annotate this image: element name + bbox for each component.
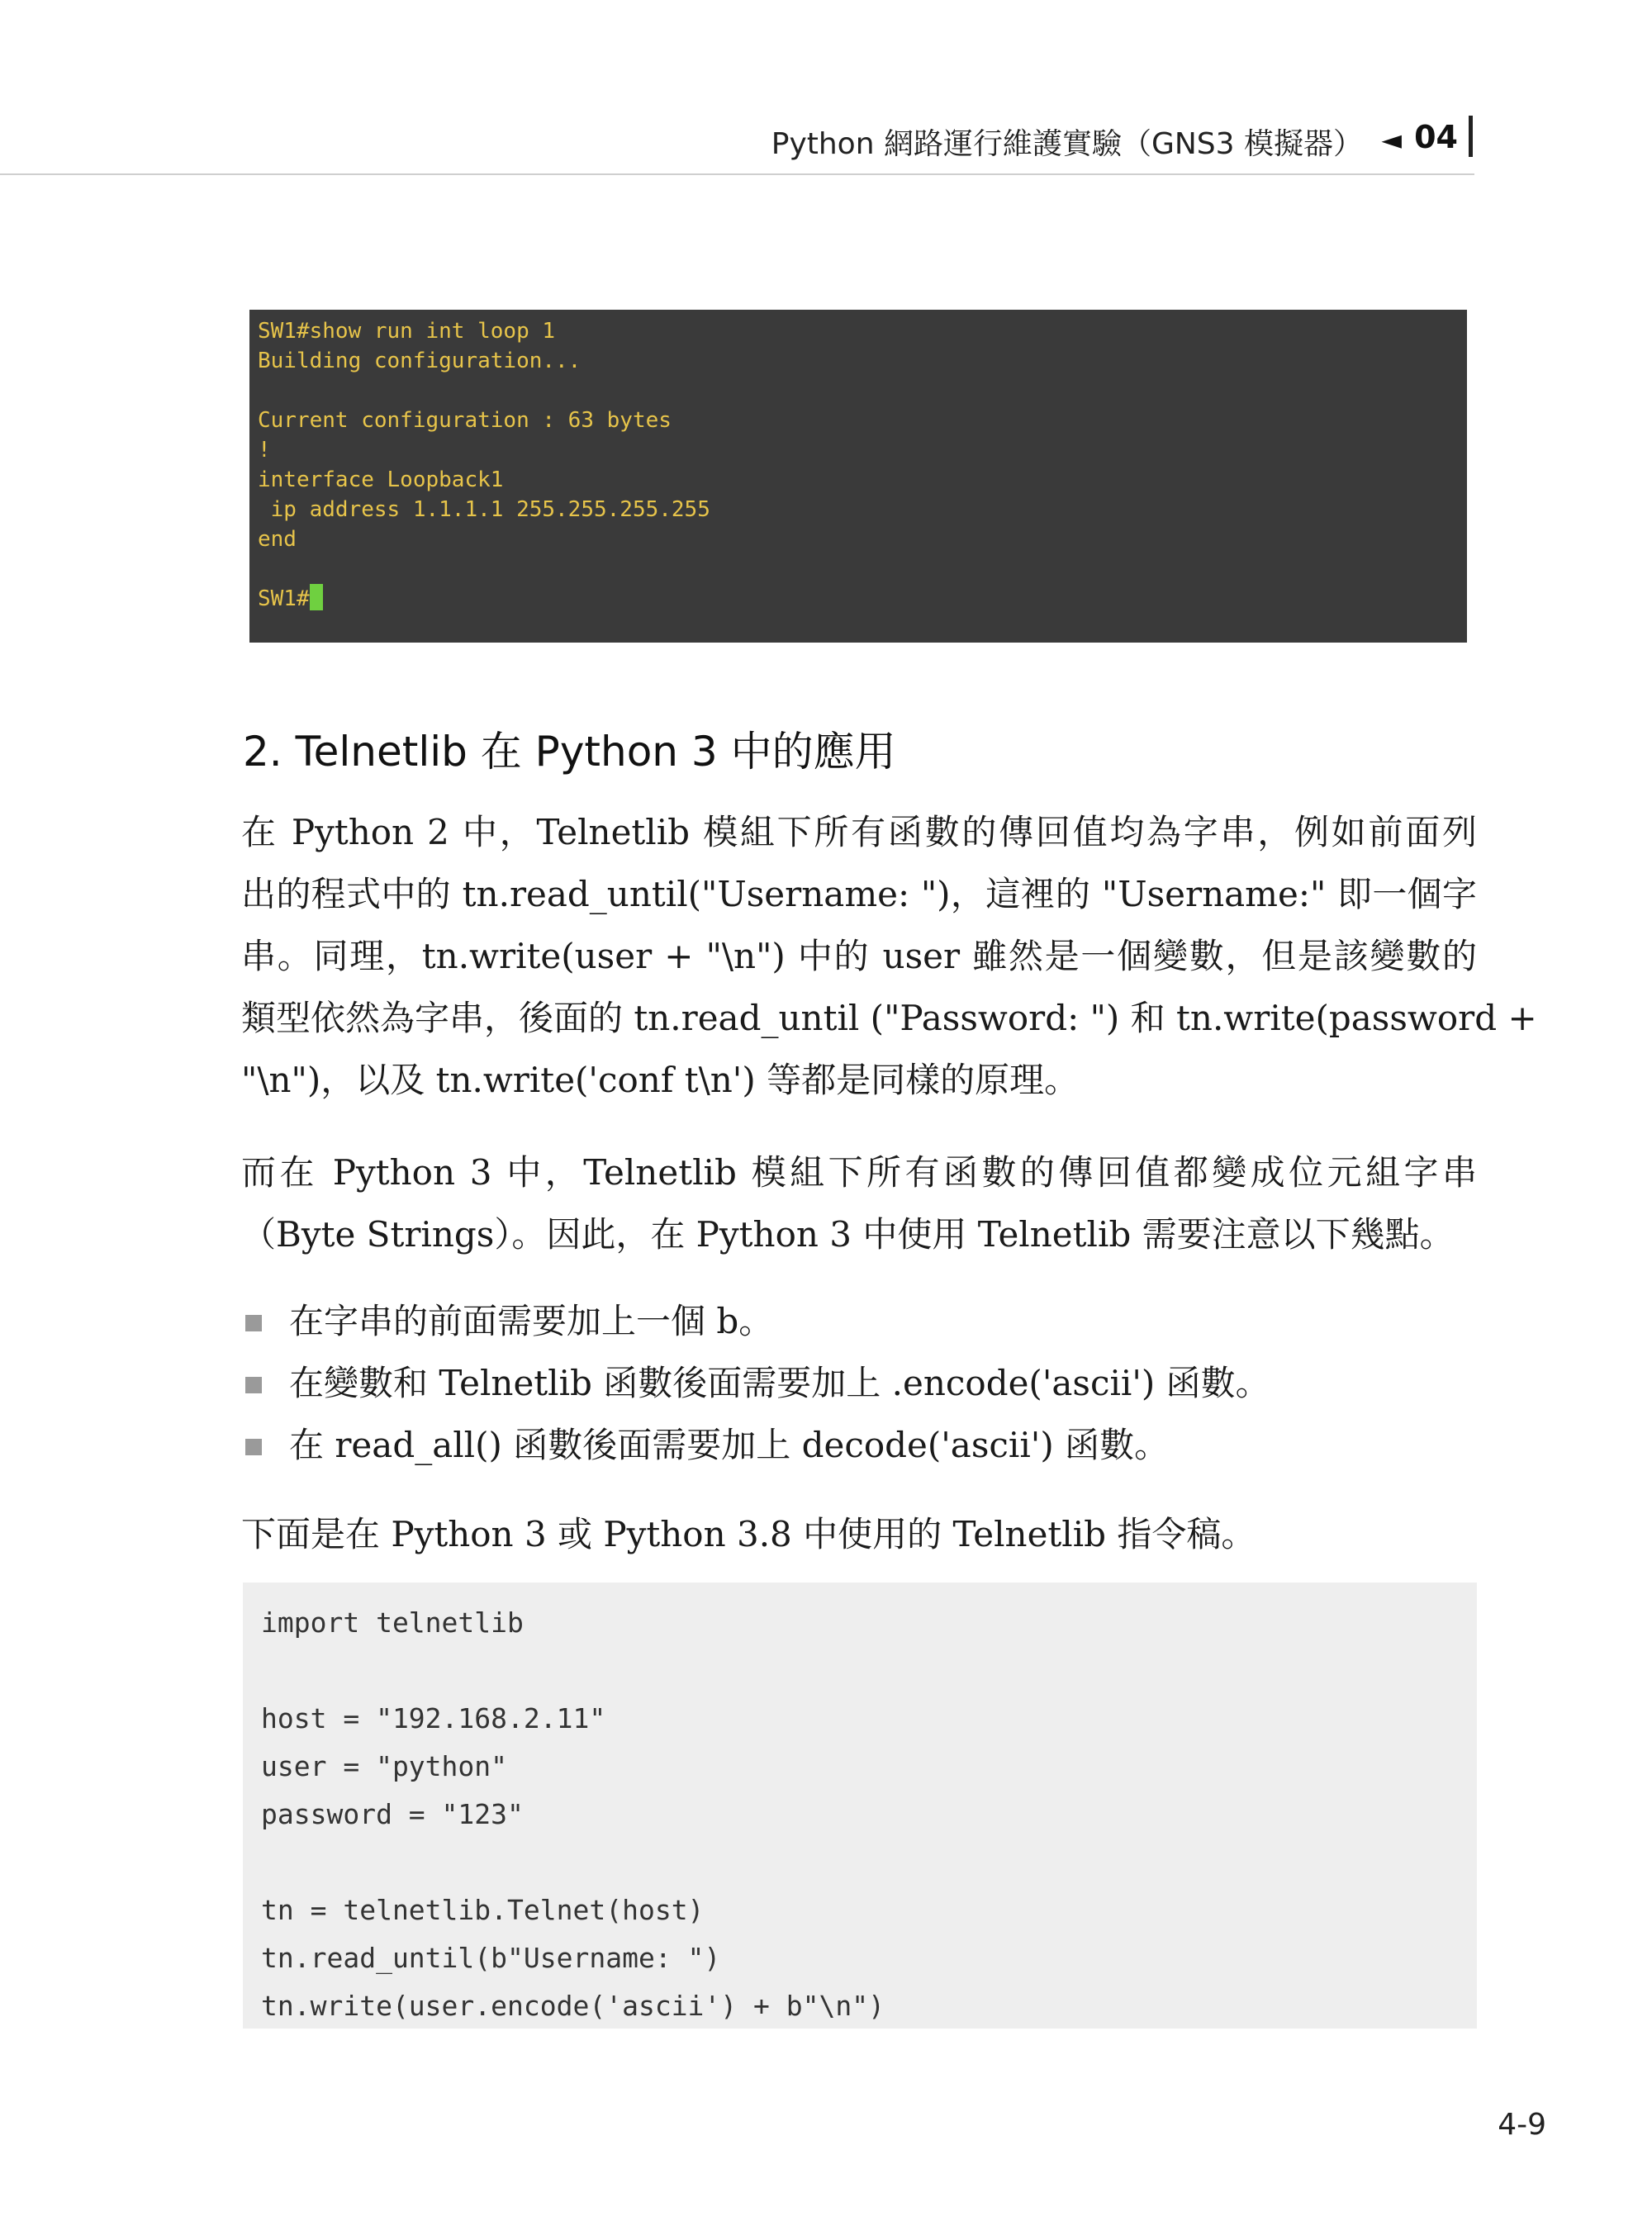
terminal-line: SW1#show run int loop 1	[258, 319, 556, 344]
list-item	[241, 1414, 1477, 1476]
terminal-line: !	[258, 438, 271, 463]
bullet-square-icon	[245, 1315, 262, 1331]
terminal-line	[258, 554, 1467, 584]
paragraph-line: "\n")，以及 tn.write('conf t\n') 等都是同樣的原理。	[241, 1060, 1080, 1100]
paragraph-line: （Byte Strings）。因此，在 Python 3 中使用 Telnetlib 需要注意以下幾點。	[241, 1214, 1455, 1255]
bullet-square-icon	[245, 1439, 262, 1455]
terminal-line	[258, 376, 1467, 406]
terminal-cursor	[310, 584, 323, 610]
terminal-line: end	[258, 527, 297, 552]
code-line: import telnetlib	[261, 1606, 524, 1639]
list-item	[241, 1352, 1477, 1414]
chapter-number: 04	[1414, 119, 1458, 155]
paragraph-line: 在 Python 2 中，Telnetlib 模組下所有函數的傳回值均為字串，例如前面列	[241, 812, 1477, 852]
page-number: 4-9	[1498, 2108, 1546, 2142]
terminal-line: ip address 1.1.1.1 255.255.255.255	[258, 497, 710, 522]
code-line: tn = telnetlib.Telnet(host)	[261, 1894, 705, 1926]
code-line	[261, 1647, 1477, 1695]
code-line: tn.write(user.encode('ascii') + b"\n")	[261, 1990, 885, 2022]
code-block	[243, 1583, 1477, 2029]
code-line: tn.read_until(b"Username: ")	[261, 1942, 721, 1974]
header-title: Python 網路運行維護實驗（GNS3 模擬器）	[771, 127, 1363, 161]
paragraph-line: 出的程式中的 tn.read_until("Username: ")，這裡的 "Username:" 即一個字	[241, 874, 1477, 914]
paragraph-line: 串。同理，tn.write(user + "\n") 中的 user 雖然是一個變數，但是該變數的	[241, 936, 1477, 976]
paragraph-line: 類型依然為字串，後面的 tn.read_until ("Password: ") 和 tn.write(password +	[241, 998, 1537, 1038]
page-header	[0, 116, 1474, 175]
code-line	[261, 1839, 1477, 1886]
terminal-line: interface Loopback1	[258, 467, 504, 492]
header-arrow-icon: ◄	[1381, 124, 1402, 155]
code-line: user = "python"	[261, 1750, 508, 1782]
terminal-prompt-line	[258, 584, 1467, 614]
terminal-line: Building configuration...	[258, 349, 582, 373]
paragraph-python3	[241, 1141, 1477, 1265]
paragraph-python2	[241, 801, 1537, 1111]
bullet-square-icon	[245, 1377, 262, 1393]
list-item-text: 在 read_all() 函數後面需要加上 decode('ascii') 函數。	[289, 1425, 1170, 1465]
header-divider-bar	[1469, 116, 1473, 157]
code-intro-text: 下面是在 Python 3 或 Python 3.8 中使用的 Telnetlib 指令稿。	[241, 1514, 1256, 1554]
list-item	[241, 1290, 1477, 1352]
terminal-line: Current configuration : 63 bytes	[258, 408, 672, 433]
list-item-text: 在變數和 Telnetlib 函數後面需要加上 .encode('ascii') 函數。	[289, 1363, 1270, 1403]
code-line: host = "192.168.2.11"	[261, 1702, 606, 1734]
list-item-text: 在字串的前面需要加上一個 b。	[289, 1301, 774, 1341]
paragraph-line: 而在 Python 3 中，Telnetlib 模組下所有函數的傳回值都變成位元組字串	[241, 1152, 1477, 1193]
terminal-prompt: SW1#	[258, 586, 310, 611]
terminal-screenshot	[249, 310, 1467, 643]
code-line: password = "123"	[261, 1798, 524, 1830]
section-heading: 2. Telnetlib 在 Python 3 中的應用	[243, 728, 896, 776]
bullet-list	[241, 1290, 1477, 1476]
